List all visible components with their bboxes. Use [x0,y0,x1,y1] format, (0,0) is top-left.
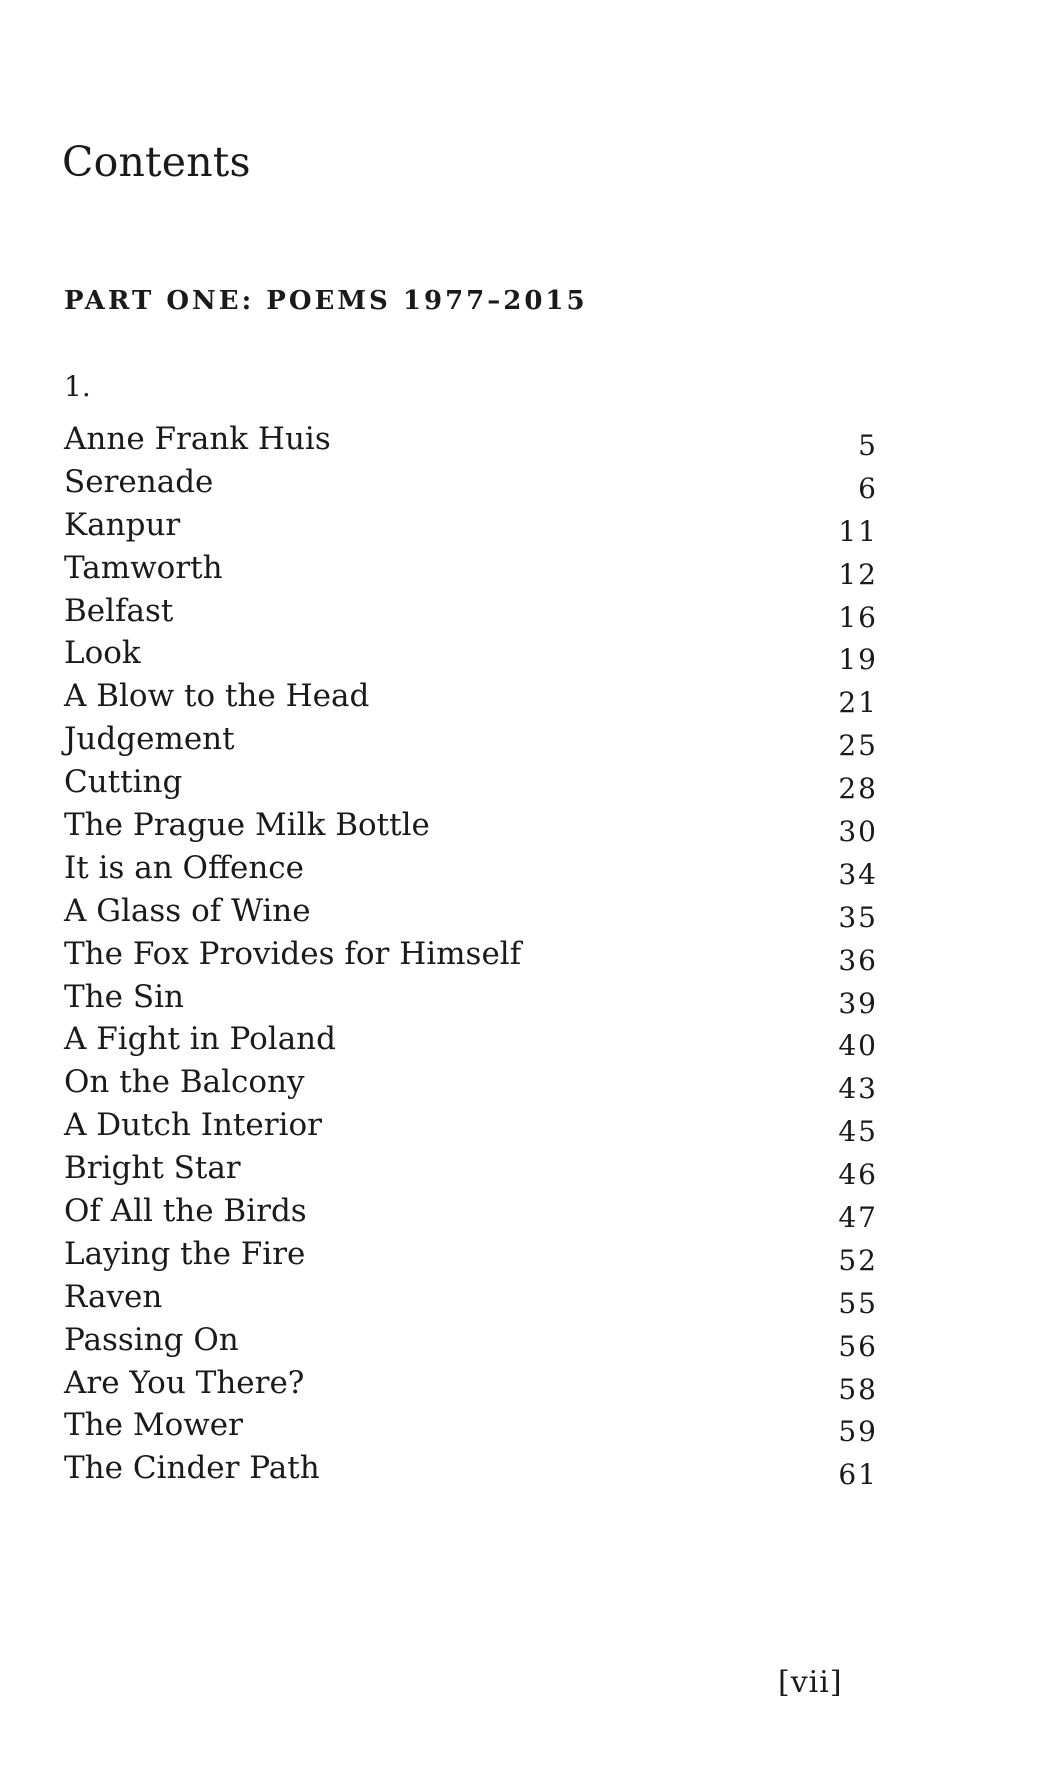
toc-entry-page-number: 56 [838,1329,878,1363]
toc-entry-page-number: 55 [838,1286,878,1320]
toc-entry-page-number: 36 [838,943,878,977]
toc-entry-title: Kanpur [64,506,181,543]
toc-entry-title: Of All the Birds [64,1193,307,1230]
toc-entry [64,1276,884,1319]
toc-entry-page-number: 43 [838,1072,878,1106]
toc-entry-page-number: 45 [838,1115,878,1149]
toc-entry-title: Serenade [64,463,214,500]
toc-entry [64,504,884,547]
page-title: Contents [62,138,251,186]
toc-entry [64,1362,884,1405]
toc-entry-page-number: 34 [838,857,878,891]
toc-entry-title: The Cinder Path [64,1450,320,1487]
toc-entry-title: The Prague Milk Bottle [64,807,430,844]
toc-entry [64,547,884,590]
part-heading: PART ONE: POEMS 1977–2015 [64,286,588,316]
toc-entry-title: A Fight in Poland [64,1021,336,1058]
toc-entry-title: Bright Star [64,1150,241,1187]
toc-list [64,418,884,1490]
toc-entry [64,1319,884,1362]
toc-entry-title: The Fox Provides for Himself [64,935,522,972]
toc-entry-title: Belfast [64,592,174,629]
toc-entry-page-number: 21 [838,686,878,720]
toc-entry-title: Cutting [64,764,183,801]
toc-entry-title: Look [64,635,141,672]
toc-entry-title: Tamworth [64,549,223,586]
toc-entry-title: It is an Offence [64,849,304,886]
toc-entry [64,1104,884,1147]
toc-entry [64,890,884,933]
toc-entry-page-number: 28 [838,772,878,806]
toc-entry-title: Are You There? [64,1364,305,1401]
toc-entry-page-number: 6 [858,471,878,505]
toc-entry-page-number: 19 [838,643,878,677]
toc-entry-page-number: 5 [858,429,878,462]
toc-entry-page-number: 52 [838,1243,878,1277]
toc-entry-page-number: 11 [838,514,878,548]
toc-entry-title: The Mower [64,1407,243,1444]
toc-entry-page-number: 58 [838,1372,878,1406]
toc-entry [64,1404,884,1447]
toc-entry [64,675,884,718]
toc-entry [64,718,884,761]
toc-entry [64,933,884,976]
toc-entry-title: A Blow to the Head [64,678,370,715]
toc-entry-title: Judgement [64,721,235,758]
toc-entry [64,1018,884,1061]
toc-entry-page-number: 61 [838,1458,878,1492]
toc-entry-title: Laying the Fire [64,1235,306,1272]
toc-entry [64,761,884,804]
toc-entry-page-number: 40 [838,1029,878,1063]
toc-entry-page-number: 46 [838,1158,878,1192]
toc-entry-title: The Sin [64,978,184,1015]
toc-entry [64,1233,884,1276]
toc-entry-title: A Dutch Interior [64,1107,322,1144]
toc-entry-page-number: 39 [838,986,878,1020]
toc-entry-page-number: 12 [838,557,878,591]
toc-entry [64,847,884,890]
toc-entry-title: A Glass of Wine [64,892,311,929]
toc-entry [64,1190,884,1233]
toc-entry-title: Anne Frank Huis [64,421,331,457]
toc-entry-page-number: 16 [838,600,878,634]
section-number: 1. [64,370,91,403]
toc-entry-title: On the Balcony [64,1064,305,1101]
toc-entry [64,461,884,504]
toc-entry [64,804,884,847]
toc-entry [64,976,884,1019]
toc-entry-page-number: 59 [838,1415,878,1449]
toc-entry-page-number: 47 [838,1201,878,1235]
toc-entry [64,590,884,633]
toc-entry-page-number: 25 [838,729,878,763]
toc-entry [64,632,884,675]
toc-entry [64,1147,884,1190]
toc-entry-title: Raven [64,1278,163,1315]
page-folio: [vii] [778,1665,843,1700]
toc-entry [64,1061,884,1104]
toc-entry [64,1447,884,1490]
toc-entry-page-number: 35 [838,900,878,934]
toc-entry-title: Passing On [64,1321,239,1358]
toc-entry [64,418,884,461]
toc-entry-page-number: 30 [838,815,878,849]
